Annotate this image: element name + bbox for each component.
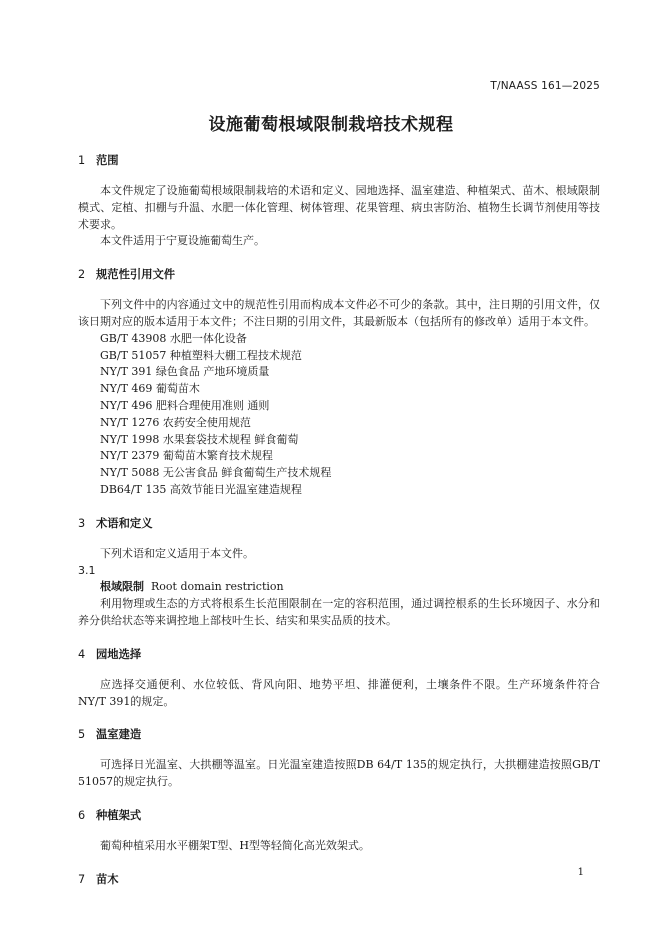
paragraph: 下列术语和定义适用于本文件。 [100, 546, 254, 560]
reference-item: GB/T 43908 水肥一体化设备 [100, 331, 247, 345]
term-chinese: 根域限制 [100, 580, 144, 594]
paragraph: 下列文件中的内容通过文中的规范性引用而构成本文件必不可少的条款。其中，注日期的引用文件，仅该日期对应的版本适用于本文件；不注日期的引用文件，其最新版本（包括所有的修改单）适用于本文件。 [78, 298, 600, 328]
document-title: 设施葡萄根域限制栽培技术规程 [208, 115, 454, 135]
section-number: 6 [78, 808, 86, 822]
reference-item: NY/T 496 肥料合理使用准则 通则 [100, 398, 270, 412]
subsection-number: 3.1 [78, 563, 96, 577]
section-number: 3 [78, 516, 86, 530]
standard-code: T/NAASS 161—2025 [490, 80, 600, 92]
paragraph: 葡萄种植采用水平棚架T型、H型等轻简化高光效架式。 [100, 838, 370, 852]
section-heading [78, 807, 600, 824]
paragraph: 本文件规定了设施葡萄根域限制栽培的术语和定义、园地选择、温室建造、种植架式、苗木、根域限制模式、定植、扣棚与升温、水肥一体化管理、树体管理、花果管理、病虫害防治、植物生长调节剂使用等技术要求。 [78, 184, 600, 231]
reference-item: NY/T 1998 水果套袋技术规程 鲜食葡萄 [100, 432, 299, 446]
paragraph: 应选择交通便利、水位较低、背风向阳、地势平坦、排灌便利，土壤条件不限。生产环境条件符合NY/T 391的规定。 [78, 677, 600, 708]
section-number: 7 [78, 872, 86, 886]
section-title: 温室建造 [96, 728, 142, 742]
paragraph: 本文件适用于宁夏设施葡萄生产。 [100, 234, 265, 248]
section-number: 5 [78, 728, 86, 742]
term-english: Root domain restriction [151, 580, 284, 594]
section-heading [78, 646, 600, 663]
reference-item: NY/T 391 绿色食品 产地环境质量 [100, 365, 270, 379]
reference-item: NY/T 5088 无公害食品 鲜食葡萄生产技术规程 [100, 466, 332, 480]
section-heading [78, 871, 600, 888]
reference-item: DB64/T 135 高效节能日光温室建造规程 [100, 482, 302, 496]
section-heading [78, 152, 600, 169]
reference-item: NY/T 2379 葡萄苗木繁育技术规程 [100, 449, 273, 463]
reference-item: NY/T 1276 农药安全使用规范 [100, 415, 251, 429]
section-heading [78, 515, 600, 532]
page-number: 1 [577, 867, 584, 878]
section-title: 范围 [96, 154, 119, 167]
section-title: 苗木 [96, 872, 119, 886]
section-number: 2 [78, 268, 86, 282]
reference-item: GB/T 51057 种植塑料大棚工程技术规范 [100, 348, 302, 362]
section-heading [78, 266, 600, 283]
paragraph: 可选择日光温室、大拱棚等温室。日光温室建造按照DB 64/T 135的规定执行，大拱棚建造按照GB/T 51057的规定执行。 [78, 758, 600, 789]
section-title: 术语和定义 [96, 516, 153, 530]
section-title: 规范性引用文件 [96, 268, 176, 282]
term-definition: 利用物理或生态的方式将根系生长范围限制在一定的容积范围，通过调控根系的生长环境因子、水分和养分供给状态等来调控地上部枝叶生长、结实和果实品质的技术。 [78, 597, 600, 627]
document-body [78, 152, 600, 888]
reference-item: NY/T 469 葡萄苗木 [100, 382, 200, 396]
section-number: 4 [78, 647, 86, 661]
section-title: 种植架式 [96, 808, 142, 822]
term-entry [78, 579, 600, 596]
section-title: 园地选择 [96, 647, 142, 661]
section-heading [78, 726, 600, 743]
section-number: 1 [78, 154, 86, 167]
